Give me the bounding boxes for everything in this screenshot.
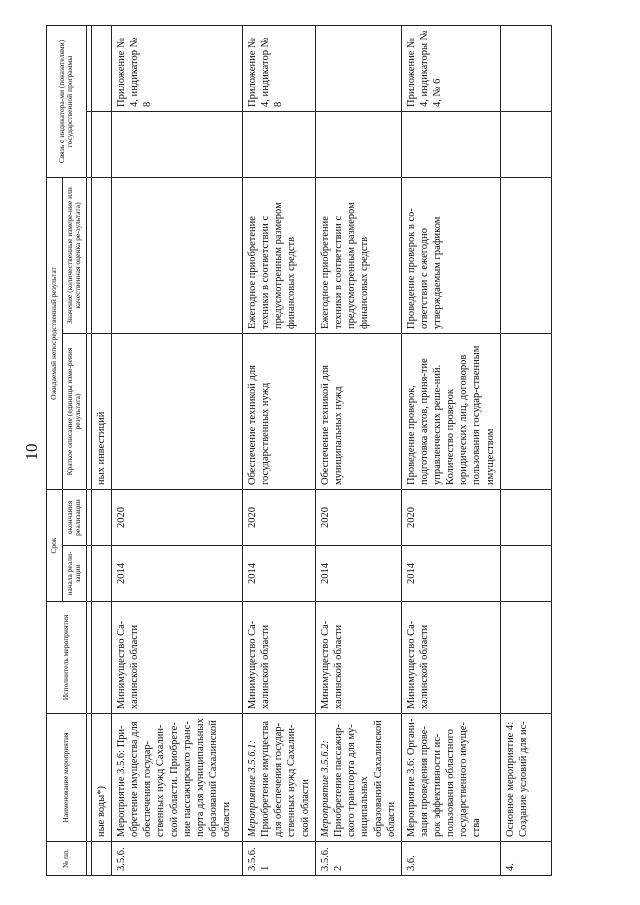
- cell-executor: Минимущество Са-халинской области: [401, 602, 500, 714]
- cell-executor: [91, 602, 111, 714]
- cell-desc: ных инвестиций: [91, 334, 111, 490]
- cell-executor: Минимущество Са-халинской области: [112, 602, 243, 714]
- cell-value: Ежегодное приобретение техники в соответствии с предусмотренным размером финансовых средств: [316, 178, 402, 334]
- table-row: [112, 25, 243, 875]
- table-row: [91, 25, 111, 875]
- header-num: № пп.: [47, 842, 87, 876]
- activity-label: Мероприятие 3.5.6.2:: [320, 740, 331, 837]
- header-term: Срок: [47, 490, 63, 602]
- cell-desc: [112, 334, 243, 490]
- cell-end: [500, 490, 551, 546]
- cell-name: Мероприятие 3.6: Органи-зация проведения прове-рок эффективности ис-пользования областного государственного имуще-ства: [401, 714, 500, 842]
- cell-num: 3.5.6.2: [316, 842, 402, 876]
- cell-end: [91, 490, 111, 546]
- cell-indicator: Приложение № 4, индикатор № 8: [243, 25, 316, 111]
- cell-name: [316, 714, 402, 842]
- cell-start: 2014: [316, 546, 402, 602]
- table-row: [500, 25, 551, 875]
- cell-executor: Минимущество Са-халинской области: [243, 602, 316, 714]
- table-row: [401, 25, 500, 875]
- cell-indicator: [500, 25, 551, 111]
- header-term-start: начала реали-зации: [62, 546, 86, 602]
- activity-label: Мероприятие 3.5.6.1:: [247, 740, 258, 837]
- cell-num: [91, 842, 111, 876]
- cell-indicator: [316, 25, 402, 111]
- header-result-desc: Краткое описание (единицы изме-рения результата): [62, 334, 86, 490]
- page-number: 10: [22, 443, 41, 461]
- activity-text: Приобретение имущества для обеспечения государ-ственных нужд Сахалин-ской области: [260, 721, 311, 837]
- cell-end: 2020: [112, 490, 243, 546]
- cell-start: 2014: [112, 546, 243, 602]
- cell-value: [112, 178, 243, 334]
- cell-blank: [500, 112, 551, 178]
- cell-value: [91, 178, 111, 334]
- cell-executor: [500, 602, 551, 714]
- cell-name: Основное мероприятие 4: Создание условий для ис-: [500, 714, 551, 842]
- cell-desc: Проведение проверок, подготовка актов, приня-тие управленческих реше-ний. Количество проверок юридических лиц, договоров пользования государ-ственным имуществом: [401, 334, 500, 490]
- cell-end: 2020: [401, 490, 500, 546]
- cell-name: [243, 714, 316, 842]
- cell-blank: [243, 112, 316, 178]
- cell-num: 3.5.6.: [112, 842, 243, 876]
- rotated-document-page: [12, 12, 612, 892]
- cell-name: ные воды*): [91, 714, 111, 842]
- header-name: Наименование мероприятия: [47, 714, 87, 842]
- cell-name: Мероприятие 3.5.6: При-обретение имущества для обеспечения государ-ственных нужд Сахалин-ской области. Приобрете-ние пассажирского транс-порта для муниципальных образований Сахалинской области: [112, 714, 243, 842]
- cell-num: 4.: [500, 842, 551, 876]
- cell-start: [91, 546, 111, 602]
- header-row-1: [47, 25, 63, 875]
- cell-indicator: Приложение № 4, индикаторы № 4, № 6: [401, 25, 500, 111]
- cell-value: Ежегодное приобретение техники в соответствии с предусмотренным размером финансовых средств: [243, 178, 316, 334]
- cell-end: 2020: [316, 490, 402, 546]
- cell-start: 2014: [401, 546, 500, 602]
- cell-indicator: [91, 25, 111, 111]
- cell-num: 3.5.6.1: [243, 842, 316, 876]
- cell-executor: Минимущество Са-халинской области: [316, 602, 402, 714]
- table-row: [316, 25, 402, 875]
- cell-desc: Обеспечение техникой для государственных нужд: [243, 334, 316, 490]
- cell-blank: [112, 112, 243, 178]
- cell-blank: [316, 112, 402, 178]
- cell-start: 2014: [243, 546, 316, 602]
- header-result: Ожидаемый непосредственный результат: [47, 178, 63, 490]
- cell-desc: [500, 334, 551, 490]
- cell-num: 3.6.: [401, 842, 500, 876]
- cell-desc: Обеспечение техникой для муниципальных нужд: [316, 334, 402, 490]
- cell-value: [500, 178, 551, 334]
- cell-blank: [91, 112, 111, 178]
- cell-indicator: Приложение № 4, индикатор № 8: [112, 25, 243, 111]
- header-term-end: окончания реализации: [62, 490, 86, 546]
- cell-value: Проведение проверок в со-ответствии с ежегодно утверждаемым графиком: [401, 178, 500, 334]
- table-row: [243, 25, 316, 875]
- cell-blank: [401, 112, 500, 178]
- header-indicator: Связь с индикатора-ми (показателями) государственной программы: [47, 25, 87, 177]
- activity-text: Приобретение пассажир-ского транспорта для му-ниципальных образований Сахалинской области: [333, 720, 397, 837]
- cell-end: 2020: [243, 490, 316, 546]
- header-executor: Исполнитель мероприятия: [47, 602, 87, 714]
- cell-start: [500, 546, 551, 602]
- program-activities-table: [46, 25, 552, 876]
- header-result-value: Значение (количественные измере-ние или качественная оценка ре-зультата): [62, 178, 86, 334]
